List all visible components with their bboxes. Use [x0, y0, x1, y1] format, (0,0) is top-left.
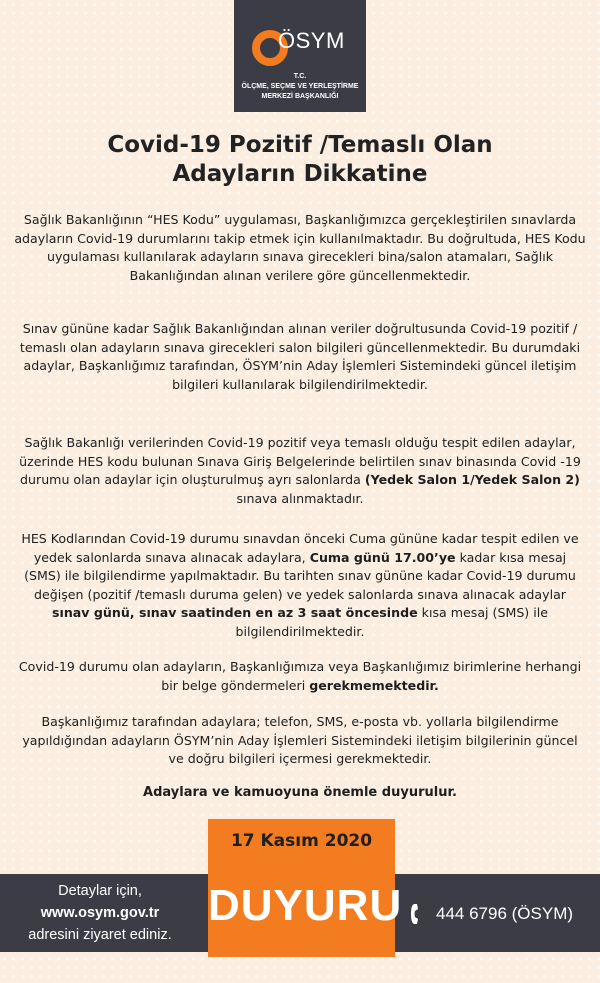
- paragraph-bold: (Yedek Salon 1/Yedek Salon 2): [364, 472, 580, 487]
- website-link[interactable]: www.osym.gov.tr: [40, 905, 160, 921]
- paragraph-reserve-salons: [14, 434, 586, 508]
- logo-subtitle: [234, 72, 366, 102]
- paragraph-text: kısa mesaj (SMS) ile bilgilendirilmektedir.: [235, 605, 548, 639]
- title-line: Covid-19 Pozitif /Temaslı Olan: [107, 132, 493, 158]
- logo-subtitle-line: ÖLÇME, SEÇME VE YERLEŞTİRME: [241, 83, 359, 90]
- paragraph-text: sınava alınmaktadır.: [236, 490, 364, 506]
- paragraph-text: HES Kodlarından Covid-19 durumu sınavdan önceki Cuma gününe kadar tespit edilen ve yedek salonlarda sınava alınacak adaylara,: [21, 531, 579, 565]
- paragraph-bold: Cuma günü 17.00’ye: [309, 549, 456, 565]
- paragraph-no-documents: [14, 658, 586, 695]
- paragraph-hes-code: Sağlık Bakanlığının “HES Kodu” uygulaması, Başkanlığımızca gerçekleştirilen sınavlarda adayların Covid-19 durumlarını takip etmek için kullanılmaktadır. Bu doğrultuda, HES Kodu uygulaması kullanılarak adayların sınava girecekleri bina/salon atamaları, Sağlık Bakanlığından alınan verilere göre güncellenmektedir.: [14, 212, 586, 283]
- paragraph-salon-updates: Sınav gününe kadar Sağlık Bakanlığından alınan veriler doğrultusunda Covid-19 pozitif / temaslı olan adayların sınava girecekleri salon bilgileri güncellenmektedir. Bu durumdaki adaylar, Başkanlığımız tarafından, ÖSYM’nin Aday İşlemleri Sistemindeki güncel iletişim bilgileri kullanılarak bilgilendirilmektedir.: [19, 321, 581, 392]
- phone-number: 444 6796 (ÖSYM): [436, 904, 574, 923]
- osym-logo: [234, 0, 366, 112]
- paragraph-bold: gerekmemektedir.: [309, 677, 439, 693]
- footer-line: adresini ziyaret ediniz.: [28, 927, 172, 943]
- paragraph-text: Covid-19 durumu olan adayların, Başkanlığımıza veya Başkanlığımız birimlerine herhangi bir belge göndermeleri: [18, 659, 582, 693]
- paragraph-text: Sağlık Bakanlığı verilerinden Covid-19 pozitif veya temaslı olduğu tespit edilen adaylar, üzerinde HES kodu bulunan Sınava Giriş Belgelerinde belirtilen sınav binasında Covid -19 durumu olan adaylar için oluşturulmuş ayrı salonlarda: [19, 435, 581, 487]
- logo-name: ÖSYM: [278, 28, 345, 53]
- footer-line: Detaylar için,: [58, 883, 142, 899]
- closing-statement: Adaylara ve kamuoyuna önemle duyurulur.: [143, 785, 457, 800]
- announcement-date: 17 Kasım 2020: [230, 831, 373, 851]
- phone-contact[interactable]: [410, 901, 573, 927]
- paragraph-bold: sınav günü, sınav saatinden en az 3 saat öncesinde: [52, 605, 418, 620]
- phone-icon: [410, 902, 428, 926]
- paragraph-text: kadar kısa mesaj (SMS) ile bilgilendirme yapılmaktadır. Bu tarihten sınav gününe kadar Covid-19 durumu değişen (pozitif /temaslı duruma gelen) ve yedek salonlarda sınava alınacak adaylar: [24, 549, 576, 602]
- paragraph-sms-notice: [14, 530, 586, 641]
- footer-details: [0, 874, 200, 952]
- paragraph-contact-info: Başkanlığımız tarafından adaylara; telefon, SMS, e-posta vb. yollarla bilgilendirme yapıldığından adayların ÖSYM’nin Aday İşlemleri Sistemindeki iletişim bilgilerinin güncel ve doğru bilgileri içermesi gerekmektedir.: [22, 714, 578, 766]
- page-title: [0, 131, 600, 189]
- title-line: Adayların Dikkatine: [172, 161, 428, 187]
- announcement-banner: DUYURU: [208, 881, 403, 930]
- logo-subtitle-line: T.C.: [293, 73, 307, 80]
- logo-subtitle-line: MERKEZİ BAŞKANLIĞI: [261, 93, 339, 100]
